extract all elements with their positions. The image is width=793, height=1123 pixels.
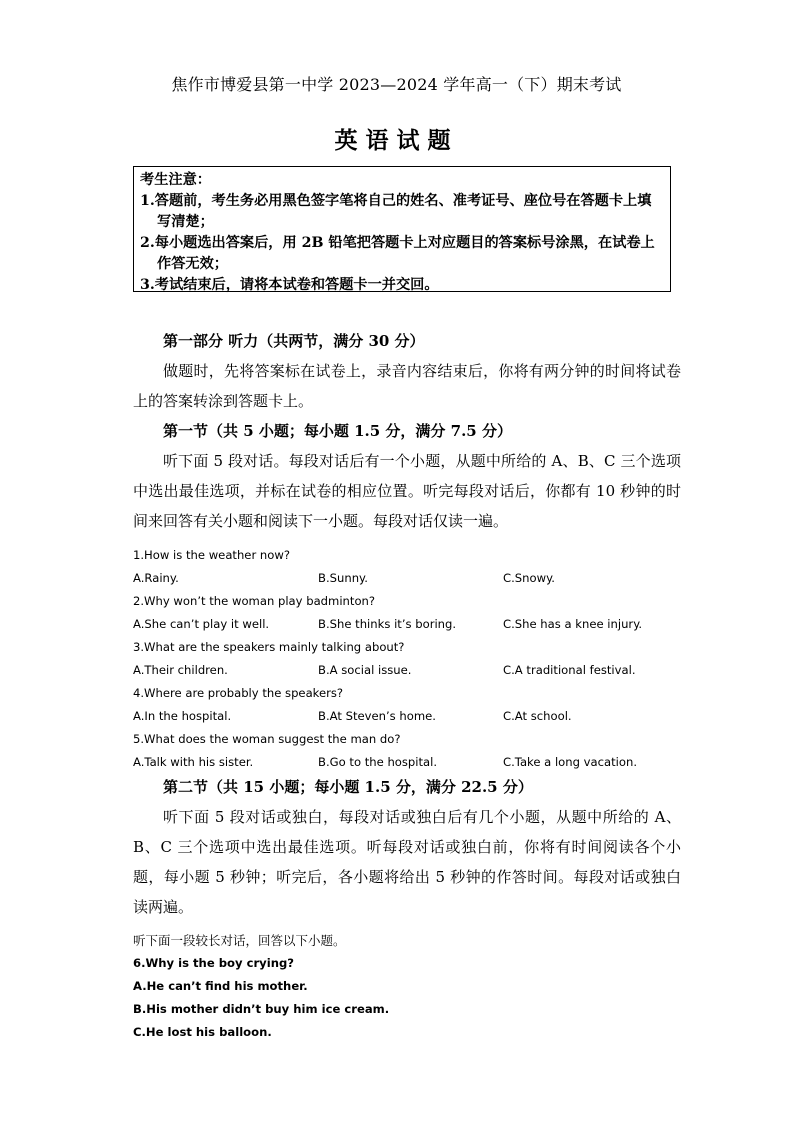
option-a: A.Rainy. xyxy=(133,571,179,585)
notice-item: 1.答题前，考生务必用黑色签字笔将自己的姓名、准考证号、座位号在答题卡上填写清楚； xyxy=(140,193,652,230)
option-a: A.He can’t find his mother. xyxy=(133,979,308,993)
question-stem: 2.Why won’t the woman play badminton? xyxy=(133,594,376,608)
question-options xyxy=(133,567,681,590)
option-b: B.A social issue. xyxy=(318,663,412,677)
question-options xyxy=(133,659,681,682)
notice-item: 2.每小题选出答案后，用 2B 铅笔把答题卡上对应题目的答案标号涂黑，在试卷上作答无效； xyxy=(140,235,655,272)
part1-heading: 第一部分 听力（共两节，满分 30 分） xyxy=(163,332,425,350)
exam-notice-box xyxy=(133,166,671,292)
part1-block xyxy=(133,326,681,536)
question-options xyxy=(133,613,681,636)
option-b: B.His mother didn’t buy him ice cream. xyxy=(133,1002,390,1016)
section1-heading: 第一节（共 5 小题；每小题 1.5 分，满分 7.5 分） xyxy=(163,422,512,440)
part1-intro: 做题时，先将答案标在试卷上，录音内容结束后，你将有两分钟的时间将试卷上的答案转涂到答题卡上。 xyxy=(133,362,681,410)
option-c: C.At school. xyxy=(503,709,572,723)
section2-heading: 第二节（共 15 小题；每小题 1.5 分，满分 22.5 分） xyxy=(163,778,533,796)
option-a: A.She can’t play it well. xyxy=(133,617,270,631)
notice-heading: 考生注意： xyxy=(140,172,211,188)
question-stem: 6.Why is the boy crying? xyxy=(133,956,294,970)
section1-instructions: 听下面 5 段对话。每段对话后有一个小题，从题中所给的 A、B、C 三个选项中选出最佳选项，并标在试卷的相应位置。听完每段对话后，你都有 10 秒钟的时间来回答有关小题和阅读下一小题。每段对话仅读一遍。 xyxy=(133,452,681,530)
section2-questions xyxy=(133,929,681,1044)
notice-item: 3.考试结束后，请将本试卷和答题卡一并交回。 xyxy=(140,277,439,293)
section2-instructions: 听下面 5 段对话或独白，每段对话或独白后有几个小题，从题中所给的 A、B、C 三个选项中选出最佳选项。听每段对话或独白前，你将有时间阅读各个小题，每小题 5 秒钟；听完后，各小题将给出 5 秒钟的作答时间。每段对话或独白读两遍。 xyxy=(133,808,681,916)
option-b: B.She thinks it’s boring. xyxy=(318,617,457,631)
option-a: A.Their children. xyxy=(133,663,228,677)
section2-lead: 听下面一段较长对话，回答以下小题。 xyxy=(133,933,346,948)
option-c: C.She has a knee injury. xyxy=(503,617,643,631)
question-stem: 5.What does the woman suggest the man do? xyxy=(133,732,401,746)
question-stem: 4.Where are probably the speakers? xyxy=(133,686,344,700)
question-stem: 3.What are the speakers mainly talking about? xyxy=(133,640,405,654)
option-b: B.Sunny. xyxy=(318,571,368,585)
option-c: C.Snowy. xyxy=(503,571,555,585)
option-c: C.Take a long vacation. xyxy=(503,755,638,769)
option-b: B.Go to the hospital. xyxy=(318,755,438,769)
question-stem: 1.How is the weather now? xyxy=(133,548,290,562)
option-a: A.In the hospital. xyxy=(133,709,232,723)
option-b: B.At Steven’s home. xyxy=(318,709,436,723)
question-options xyxy=(133,705,681,728)
section1-questions xyxy=(133,544,681,774)
question-options xyxy=(133,751,681,774)
section2-block xyxy=(133,772,681,922)
option-a: A.Talk with his sister. xyxy=(133,755,254,769)
option-c: C.A traditional festival. xyxy=(503,663,636,677)
page-title: 英语试题 xyxy=(334,127,459,154)
option-c: C.He lost his balloon. xyxy=(133,1025,272,1039)
exam-school-line: 焦作市博爱县第一中学 2023—2024 学年高一（下）期末考试 xyxy=(171,75,622,94)
